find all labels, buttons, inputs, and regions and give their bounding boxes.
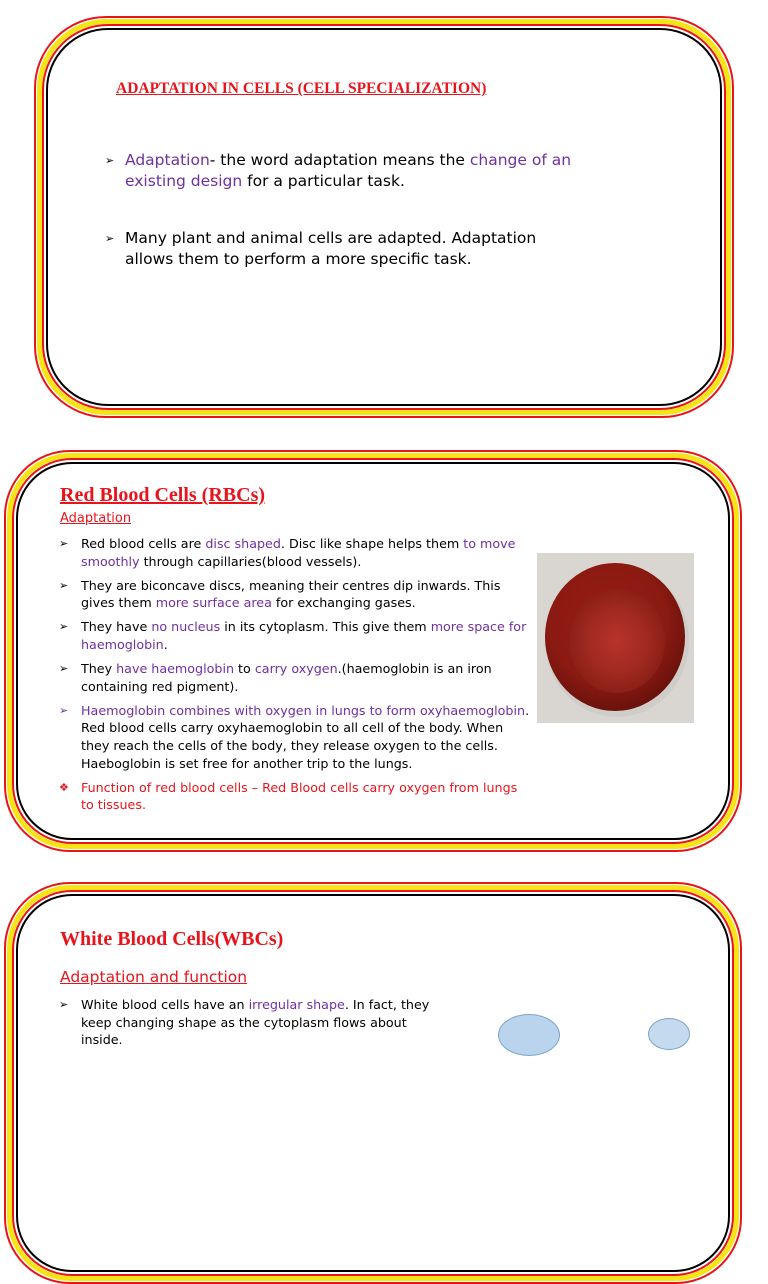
arrow-bullet-icon: ➢	[59, 703, 69, 717]
card-wbc-subtitle: Adaptation and function	[60, 968, 248, 986]
card-adaptation	[46, 28, 722, 406]
arrow-bullet-icon: ➢	[59, 578, 69, 592]
card-wbc-title: White Blood Cells(WBCs)	[60, 928, 284, 950]
arrow-bullet-icon: ➢	[105, 154, 115, 167]
red-blood-cell-illustration	[537, 553, 694, 723]
arrow-bullet-icon: ➢	[59, 998, 69, 1011]
card-rbc-bullets	[59, 535, 531, 820]
list-item: ➢ Haemoglobin combines with oxygen in lungs to form oxyhaemoglobin. Red blood cells carry oxyhaemoglobin to all cell of the body. When they reach the cells of the body, they release oxygen to the cells. Haeboglobin is set free for another trip to the lungs.	[59, 702, 530, 771]
list-item: ➢ Adaptation- the word adaptation means the change of an existing design for a particular task.	[105, 151, 572, 190]
wbc-cell-illustration	[498, 1014, 560, 1056]
arrow-bullet-icon: ➢	[59, 620, 69, 634]
card-rbc-title: Red Blood Cells (RBCs)	[60, 484, 266, 506]
list-item: ➢ They have haemoglobin to carry oxygen.(haemoglobin is an iron containing red pigment).	[59, 661, 492, 694]
list-item: ➢ They have no nucleus in its cytoplasm. This give them more space for haemoglobin.	[59, 619, 527, 652]
list-item: ➢ White blood cells have an irregular shape. In fact, they keep changing shape as the cytoplasm flows about inside.	[59, 997, 430, 1048]
arrow-bullet-icon: ➢	[105, 232, 115, 245]
list-item: ❖ Function of red blood cells – Red Blood cells carry oxygen from lungs to tissues.	[59, 779, 518, 813]
card-wbc-bullets	[59, 996, 439, 1055]
card-adaptation-bullets	[105, 150, 580, 270]
wbc-cell-illustration	[648, 1018, 690, 1050]
diamond-bullet-icon: ❖	[59, 780, 69, 794]
arrow-bullet-icon: ➢	[59, 662, 69, 676]
list-item: ➢ Red blood cells are disc shaped. Disc like shape helps them to move smoothly through capillaries(blood vessels).	[59, 536, 516, 569]
arrow-bullet-icon: ➢	[59, 537, 69, 550]
card-adaptation-title: ADAPTATION IN CELLS (CELL SPECIALIZATION)	[116, 80, 487, 97]
rbc-image	[537, 553, 694, 723]
card-rbc-subtitle: Adaptation	[60, 511, 132, 526]
list-item: ➢ They are biconcave discs, meaning their centres dip inwards. This gives them more surface area for exchanging gases.	[59, 577, 501, 611]
list-item: ➢ Many plant and animal cells are adapted. Adaptation allows them to perform a more specific task.	[105, 229, 537, 268]
card-wbc	[16, 894, 730, 1272]
